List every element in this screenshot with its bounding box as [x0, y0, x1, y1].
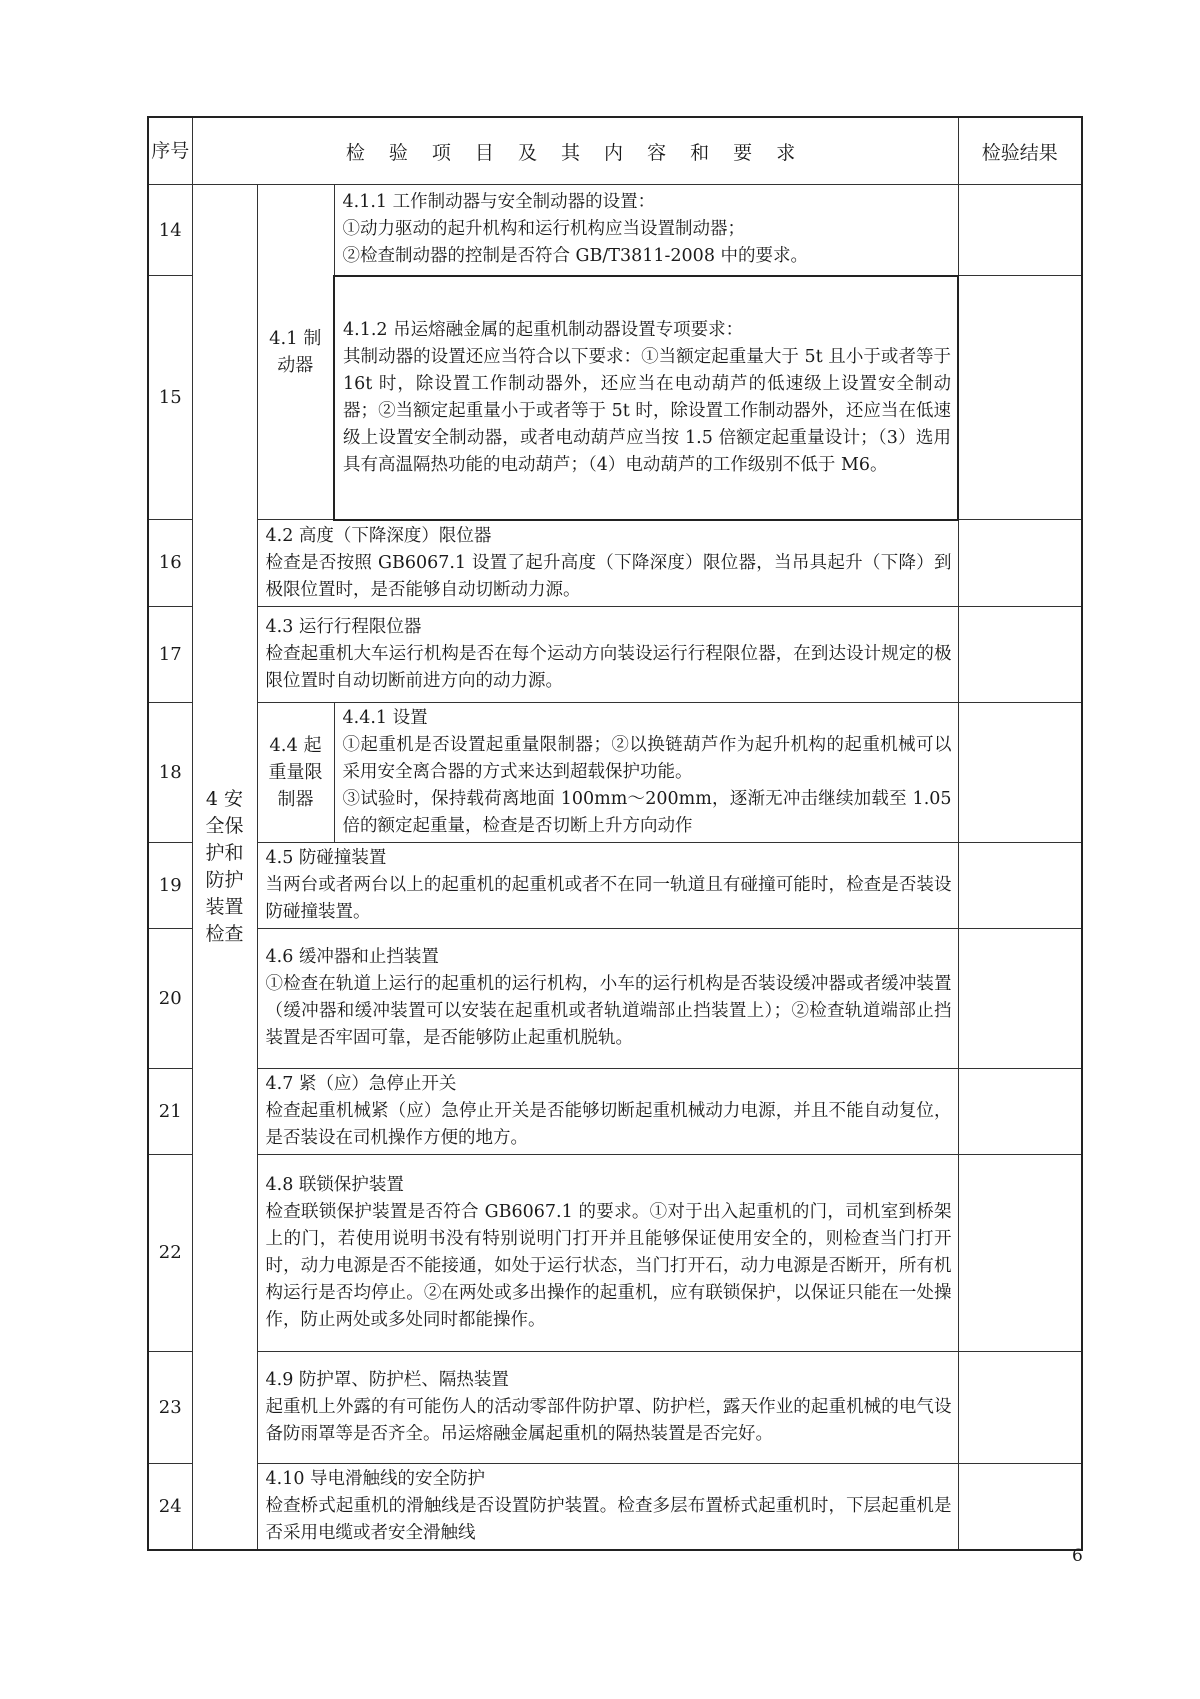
subcategory-load-limiter: 4.4 起重量限制器 — [257, 702, 334, 842]
row-content — [334, 276, 958, 520]
content-line: 4.5 防碰撞装置 — [265, 847, 387, 868]
content-line: ①动力驱动的起升机构和运行机构应当设置制动器； — [342, 219, 745, 240]
result-cell[interactable] — [958, 842, 1082, 928]
row-content — [257, 1463, 958, 1550]
result-cell[interactable] — [958, 702, 1082, 842]
content-line: 检查是否按照 GB6067.1 设置了起升高度（下降深度）限位器，当吊具起升（下降）到极限位置时，是否能够自动切断动力源。 — [265, 552, 952, 600]
content-line: 4.7 紧（应）急停止开关 — [265, 1073, 457, 1094]
row-seq: 16 — [148, 520, 192, 607]
content-line: 4.2 高度（下降深度）限位器 — [265, 525, 492, 546]
table-row — [148, 928, 1082, 1068]
content-line: 4.4.1 设置 — [342, 707, 428, 728]
content-line: 检查联锁保护装置是否符合 GB6067.1 的要求。①对于出入起重机的门，司机室到桥架上的门，若使用说明书没有特别说明门打开并且能够保证使用安全的，则检查当门打开时，动力电源是否不能接通，如处于运行状态，当门打开石，动力电源是否断开，所有机构运行是否均停止。②在两处或多出操作的起重机，应有联锁保护，以保证只能在一处操作，防止两处或多处同时都能操作。 — [265, 1201, 952, 1330]
row-content — [257, 606, 958, 702]
row-content — [257, 1351, 958, 1463]
row-content — [257, 1068, 958, 1154]
content-line: 4.1.2 吊运熔融金属的起重机制动器设置专项要求： — [343, 319, 744, 340]
table-row — [148, 842, 1082, 928]
result-cell[interactable] — [958, 928, 1082, 1068]
table-row — [148, 1154, 1082, 1351]
row-seq: 22 — [148, 1154, 192, 1351]
result-cell[interactable] — [958, 1068, 1082, 1154]
row-seq: 15 — [148, 276, 192, 520]
page-number: 6 — [1072, 1546, 1083, 1566]
content-line: 4.6 缓冲器和止挡装置 — [265, 947, 439, 967]
header-item: 检 验 项 目 及 其 内 容 和 要 求 — [192, 117, 958, 185]
result-cell[interactable] — [958, 520, 1082, 607]
row-content — [257, 842, 958, 928]
row-seq: 18 — [148, 702, 192, 842]
header-row — [148, 117, 1082, 185]
header-seq: 序号 — [148, 117, 192, 185]
content-line: 4.10 导电滑触线的安全防护 — [265, 1468, 486, 1489]
content-line: 4.3 运行行程限位器 — [265, 616, 422, 637]
table-row — [148, 1068, 1082, 1154]
content-line: ③试验时，保持载荷离地面 100mm～200mm，逐渐无冲击继续加载至 1.05 倍的额定起重量，检查是否切断上升方向动作 — [342, 788, 952, 836]
table-row — [148, 1463, 1082, 1550]
row-seq: 20 — [148, 928, 192, 1068]
row-seq: 17 — [148, 606, 192, 702]
table-row — [148, 520, 1082, 607]
inspection-table — [147, 116, 1083, 1551]
table-row — [148, 185, 1082, 276]
content-line: 其制动器的设置还应当符合以下要求：①当额定起重量大于 5t 且小于或者等于 16t 时，除设置工作制动器外，还应当在电动葫芦的低速级上设置安全制动器；②当额定起重量小于或者等于 5t 时，除设置工作制动器外，还应当在低速级上设置安全制动器，或者电动葫芦应当按 1.5 倍额定起重量设计；（3）选用具有高温隔热功能的电动葫芦；（4）电动葫芦的工作级别不低于 M6。 — [343, 346, 952, 475]
content-line: 起重机上外露的有可能伤人的活动零部件防护罩、防护栏，露天作业的起重机械的电气设备防雨罩等是否齐全。吊运熔融金属起重机的隔热装置是否完好。 — [265, 1396, 952, 1444]
result-cell[interactable] — [958, 1351, 1082, 1463]
content-line: ①检查在轨道上运行的起重机的运行机构，小车的运行机构是否装设缓冲器或者缓冲装置（缓冲器和缓冲装置可以安装在起重机或者轨道端部止挡装置上）；②检查轨道端部止挡装置是否牢固可靠，是否能够防止起重机脱轨。 — [265, 974, 952, 1048]
row-content — [257, 1154, 958, 1351]
row-seq: 21 — [148, 1068, 192, 1154]
row-content — [334, 185, 958, 276]
category-cell: 4 安全保护和防护装置检查 — [192, 185, 257, 1550]
result-cell[interactable] — [958, 185, 1082, 276]
table-row — [148, 606, 1082, 702]
row-seq: 14 — [148, 185, 192, 276]
content-line: ②检查制动器的控制是否符合 GB/T3811-2008 中的要求。 — [342, 246, 809, 267]
table-row — [148, 1351, 1082, 1463]
subcategory-brake: 4.1 制动器 — [257, 185, 334, 520]
content-line: 当两台或者两台以上的起重机的起重机或者不在同一轨道且有碰撞可能时，检查是否装设防碰撞装置。 — [265, 874, 952, 922]
content-line: 检查桥式起重机的滑触线是否设置防护装置。检查多层布置桥式起重机时，下层起重机是否采用电缆或者安全滑触线 — [265, 1495, 952, 1543]
content-line: 检查起重机大车运行机构是否在每个运动方向装设运行行程限位器，在到达设计规定的极限位置时自动切断前进方向的动力源。 — [265, 643, 952, 691]
result-cell[interactable] — [958, 276, 1082, 520]
result-cell[interactable] — [958, 606, 1082, 702]
row-content — [334, 702, 958, 842]
table-row — [148, 702, 1082, 842]
row-seq: 24 — [148, 1463, 192, 1550]
row-content — [257, 520, 958, 607]
content-line: 4.8 联锁保护装置 — [265, 1174, 404, 1195]
result-cell[interactable] — [958, 1154, 1082, 1351]
content-line: ①起重机是否设置起重量限制器；②以换链葫芦作为起升机构的起重机械可以采用安全离合器的方式来达到超载保护功能。 — [342, 734, 952, 782]
content-line: 检查起重机械紧（应）急停止开关是否能够切断起重机械动力电源，并且不能自动复位，是否装设在司机操作方便的地方。 — [265, 1100, 952, 1148]
header-result: 检验结果 — [958, 117, 1082, 185]
row-content — [257, 928, 958, 1068]
content-line: 4.9 防护罩、防护栏、隔热装置 — [265, 1369, 509, 1390]
row-seq: 19 — [148, 842, 192, 928]
content-line: 4.1.1 工作制动器与安全制动器的设置： — [342, 192, 656, 213]
result-cell[interactable] — [958, 1463, 1082, 1550]
row-seq: 23 — [148, 1351, 192, 1463]
